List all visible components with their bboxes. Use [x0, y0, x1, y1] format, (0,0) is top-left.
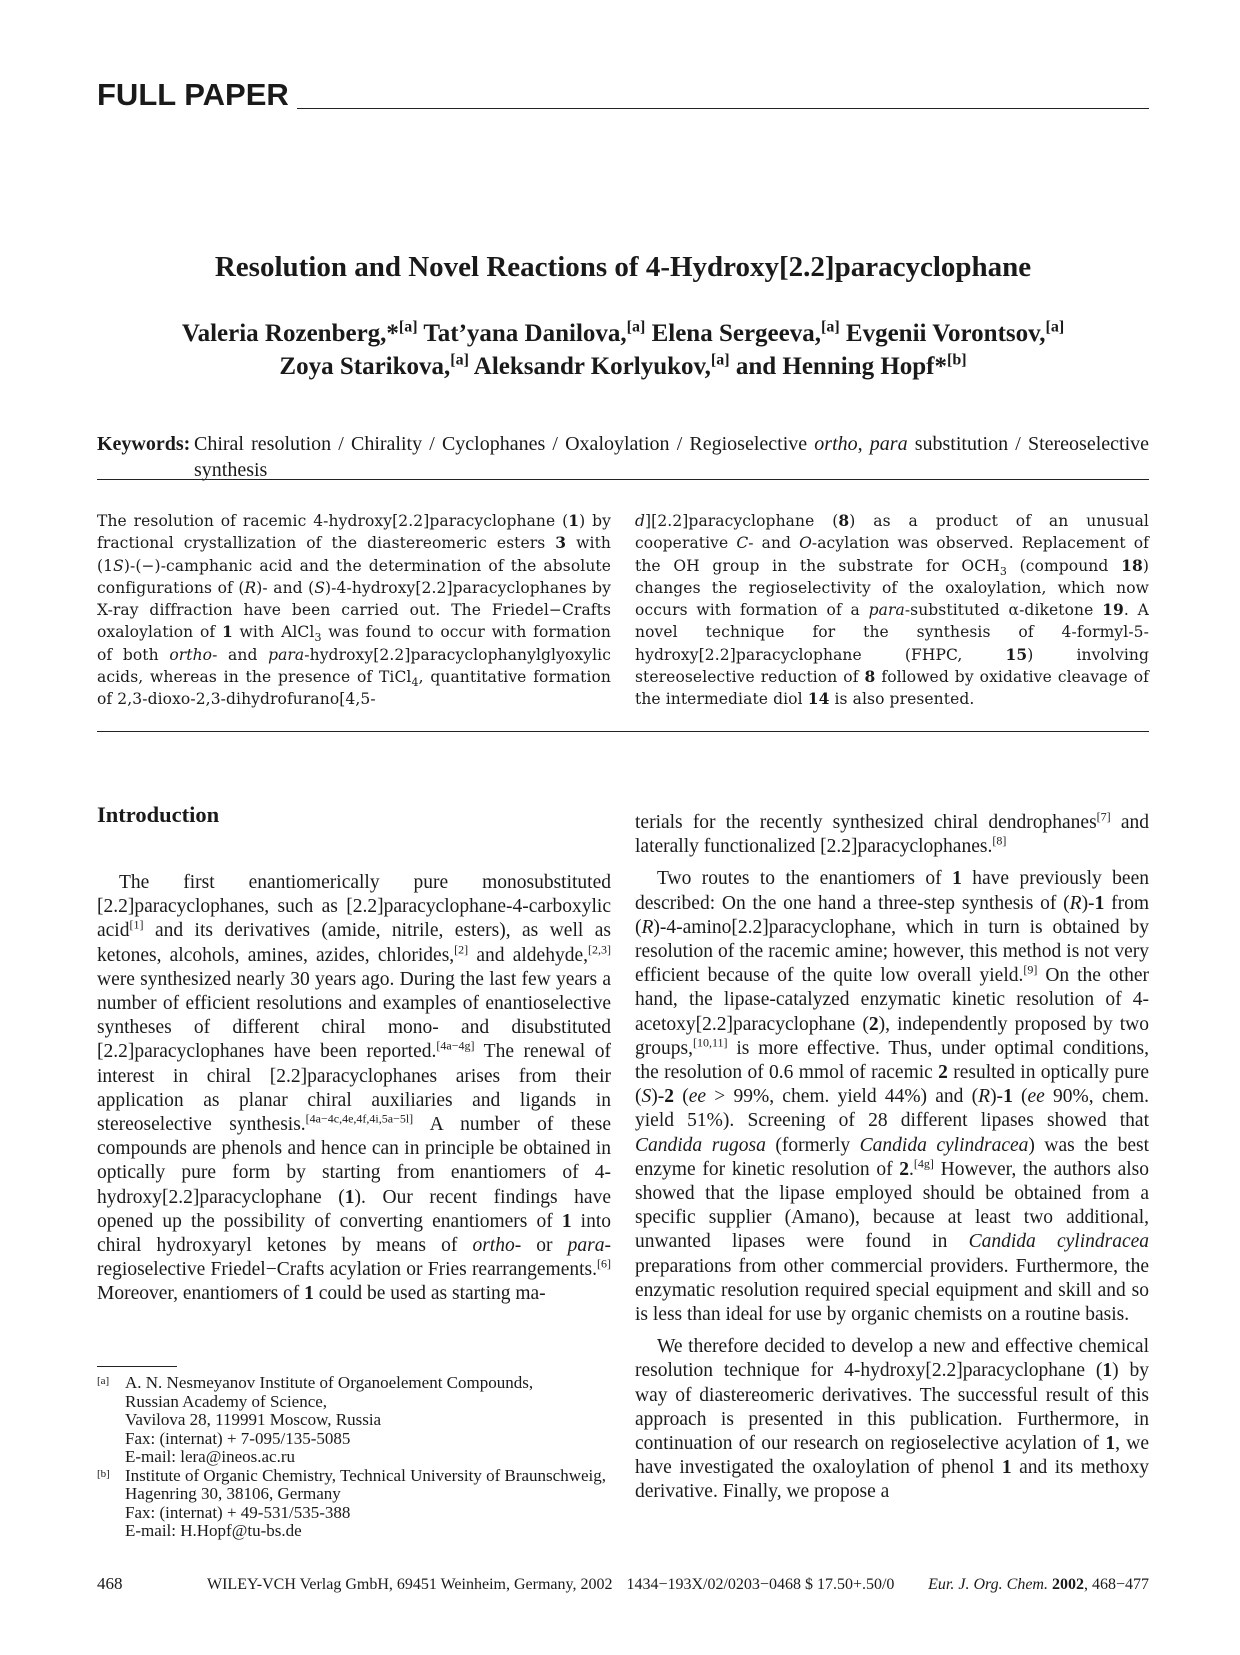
- footnote-line: Fax: (internat) + 49-531/535-388: [125, 1502, 351, 1522]
- intro-right-column: [635, 811, 1149, 1505]
- footnote-line: A. N. Nesmeyanov Institute of Organoelement Compounds,: [125, 1373, 534, 1392]
- author-list: [97, 317, 1149, 383]
- article-title: Resolution and Novel Reactions of 4-Hydroxy[2.2]paracyclophane: [214, 251, 1032, 283]
- abstract-left-column: The resolution of racemic 4-hydroxy[2.2]paracyclophane (1) by fractional crystallization of the diastereomeric esters 3 with (1S)-(−)-camphanic acid and the determination of the absolute configurations of (R)- and (S)-4-hydroxy[2.2]paracyclophanes by X-ray diffraction have been carried out. The Friedel−Crafts oxaloylation of 1 with AlCl$_3$ was found to occur with formation of both ortho- and para-hydroxy[2.2]paracyclophanylglyoxylic acids, whereas in the presence of TiCl$_4$, quantitative formation of 2,3-dioxo-2,3-dihydrofurano[4,5-: [97, 511, 612, 709]
- footnote-line: Fax: (internat) + 7-095/135-5085: [125, 1428, 351, 1448]
- footnote-mark: [a]: [97, 1375, 110, 1387]
- footnote-b: [97, 1467, 607, 1541]
- intro-paragraph-3: We therefore decided to develop a new and effective chemical resolution technique for 4-hydroxy[2.2]paracyclophane (1) by way of diastereomeric derivatives. The successful result of this approach is presented in this publication. Furthermore, in continuation of our research on regioselective acylation of 1, we have investigated the oxaloylation of phenol 1 and its methoxy derivative. Finally, we propose a: [635, 1336, 1150, 1503]
- page-number: 468: [97, 1574, 123, 1593]
- page-footer: [97, 1574, 1149, 1594]
- journal-citation: Eur. J. Org. Chem. 2002, 468−477: [928, 1576, 1149, 1593]
- issn-line: 1434−193X/02/0203−0468 $ 17.50+.50/0: [626, 1576, 895, 1593]
- intro-paragraph-2: Two routes to the enantiomers of 1 have previously been described: On the one hand a three-step synthesis of (R)-1 from (R)-4-amino[2.2]paracyclophane, which in turn is obtained by resolution of the racemic amine; however, this method is not very efficient because of the quite low overall yield.[9] On the other hand, the lipase-catalyzed enzymatic kinetic resolution of 4-acetoxy[2.2]paracyclophane (2), independently proposed by two groups,[10,11] is more effective. Thus, under optimal conditions, the resolution of 0.6 mmol of racemic 2 resulted in optically pure (S)-2 (ee > 99%, chem. yield 44%) and (R)-1 (ee 90%, chem. yield 51%). Screening of 28 different lipases showed that Candida rugosa (formerly Candida cylindracea) was the best enzyme for kinetic resolution of 2.[4g] However, the authors also showed that the lipase employed should be obtained from a specific supplier (Amano), because at least two additional, unwanted lipases were found in Candida cylindracea preparations from other commercial providers. Furthermore, the enzymatic resolution required special equipment and skill and so is less than ideal for use by organic chemists on a routine basis.: [635, 868, 1150, 1326]
- abstract-right-column: d][2.2]paracyclophane (8) as a product of an unusual cooperative C- and O-acylation was observed. Replacement of the OH group in the substrate for $OCH_3$ (compound 18) changes the regioselectivity of the oxaloylation, which now occurs with formation of a para-substituted α-diketone 19. A novel technique for the synthesis of 4-formyl-5-hydroxy[2.2]paracyclophane (FHPC, 15) involving stereoselective reduction of 8 followed by oxidative cleavage of the intermediate diol 14 is also presented.: [635, 511, 1150, 709]
- running-header: [97, 78, 1149, 114]
- footnote-mark: [b]: [97, 1467, 110, 1480]
- author-line-2: Zoya Starikova,[a] Aleksandr Korlyukov,[a] and Henning Hopf*[b]: [279, 351, 967, 380]
- keywords-label: Keywords:: [97, 433, 191, 455]
- footnote-line: Vavilova 28, 119991 Moscow, Russia: [125, 1410, 382, 1429]
- footnote-line: E-mail: lera@ineos.ac.ru: [125, 1447, 295, 1466]
- introduction-heading: Introduction: [97, 802, 220, 827]
- abstract-bottom-rule: [97, 731, 1149, 732]
- footnote-line: E-mail: H.Hopf@tu-bs.de: [125, 1521, 302, 1540]
- keywords: [97, 431, 1149, 483]
- footnote-a: [97, 1374, 607, 1467]
- section-label: FULL PAPER: [97, 78, 295, 112]
- publisher-line: WILEY-VCH Verlag GmbH, 69451 Weinheim, Germany, 2002: [207, 1576, 613, 1593]
- intro-paragraph-continued: terials for the recently synthesized chiral dendrophanes[7] and laterally functionalized [2.2]paracyclophanes.[8]: [635, 809, 1149, 858]
- affiliation-footnotes: [97, 1374, 607, 1541]
- intro-paragraph-1: The first enantiomerically pure monosubstituted [2.2]paracyclophanes, such as [2.2]paracyclophane-4-carboxylic acid[1] and its derivatives (amide, nitrile, esters), as well as ketones, alcohols, amines, azides, chlorides,[2] and aldehyde,[2,3] were synthesized nearly 30 years ago. During the last few years a number of efficient resolutions and examples of enantioselective syntheses of different chiral mono- and disubstituted [2.2]paracyclophanes have been reported.[4a−4g] The renewal of interest in chiral [2.2]paracyclophanes arises from their application as planar chiral auxiliaries and ligands in stereoselective synthesis.[4a−4c,4e,4f,4i,5a−5l] A number of these compounds are phenols and hence can in principle be obtained in optically pure form by starting from enantiomers of 4-hydroxy[2.2]paracyclophane (1). Our recent findings have opened up the possibility of converting enantiomers of 1 into chiral hydroxyaryl ketones by means of ortho- or para-regioselective Friedel−Crafts acylation or Fries rearrangements.[6] Moreover, enantiomers of 1 could be used as starting ma-: [97, 872, 612, 1305]
- footnote-line: Hagenring 30, 38106, Germany: [125, 1484, 341, 1503]
- abstract-top-rule: [97, 479, 1149, 480]
- header-rule: [297, 108, 1149, 109]
- author-line-1: Valeria Rozenberg,*[a] Tat’yana Danilova,[a] Elena Sergeeva,[a] Evgenii Vorontsov,[a]: [181, 318, 1065, 347]
- footnote-line: Russian Academy of Science,: [125, 1391, 328, 1411]
- footnote-rule: [97, 1366, 177, 1367]
- intro-left-column: [97, 871, 611, 1307]
- footnote-line: Institute of Organic Chemistry, Technical University of Braunschweig,: [125, 1465, 606, 1485]
- keywords-text: Chiral resolution / Chirality / Cyclophanes / Oxaloylation / Regioselective ortho, para substitution / Stereoselective synthesis: [194, 433, 1150, 481]
